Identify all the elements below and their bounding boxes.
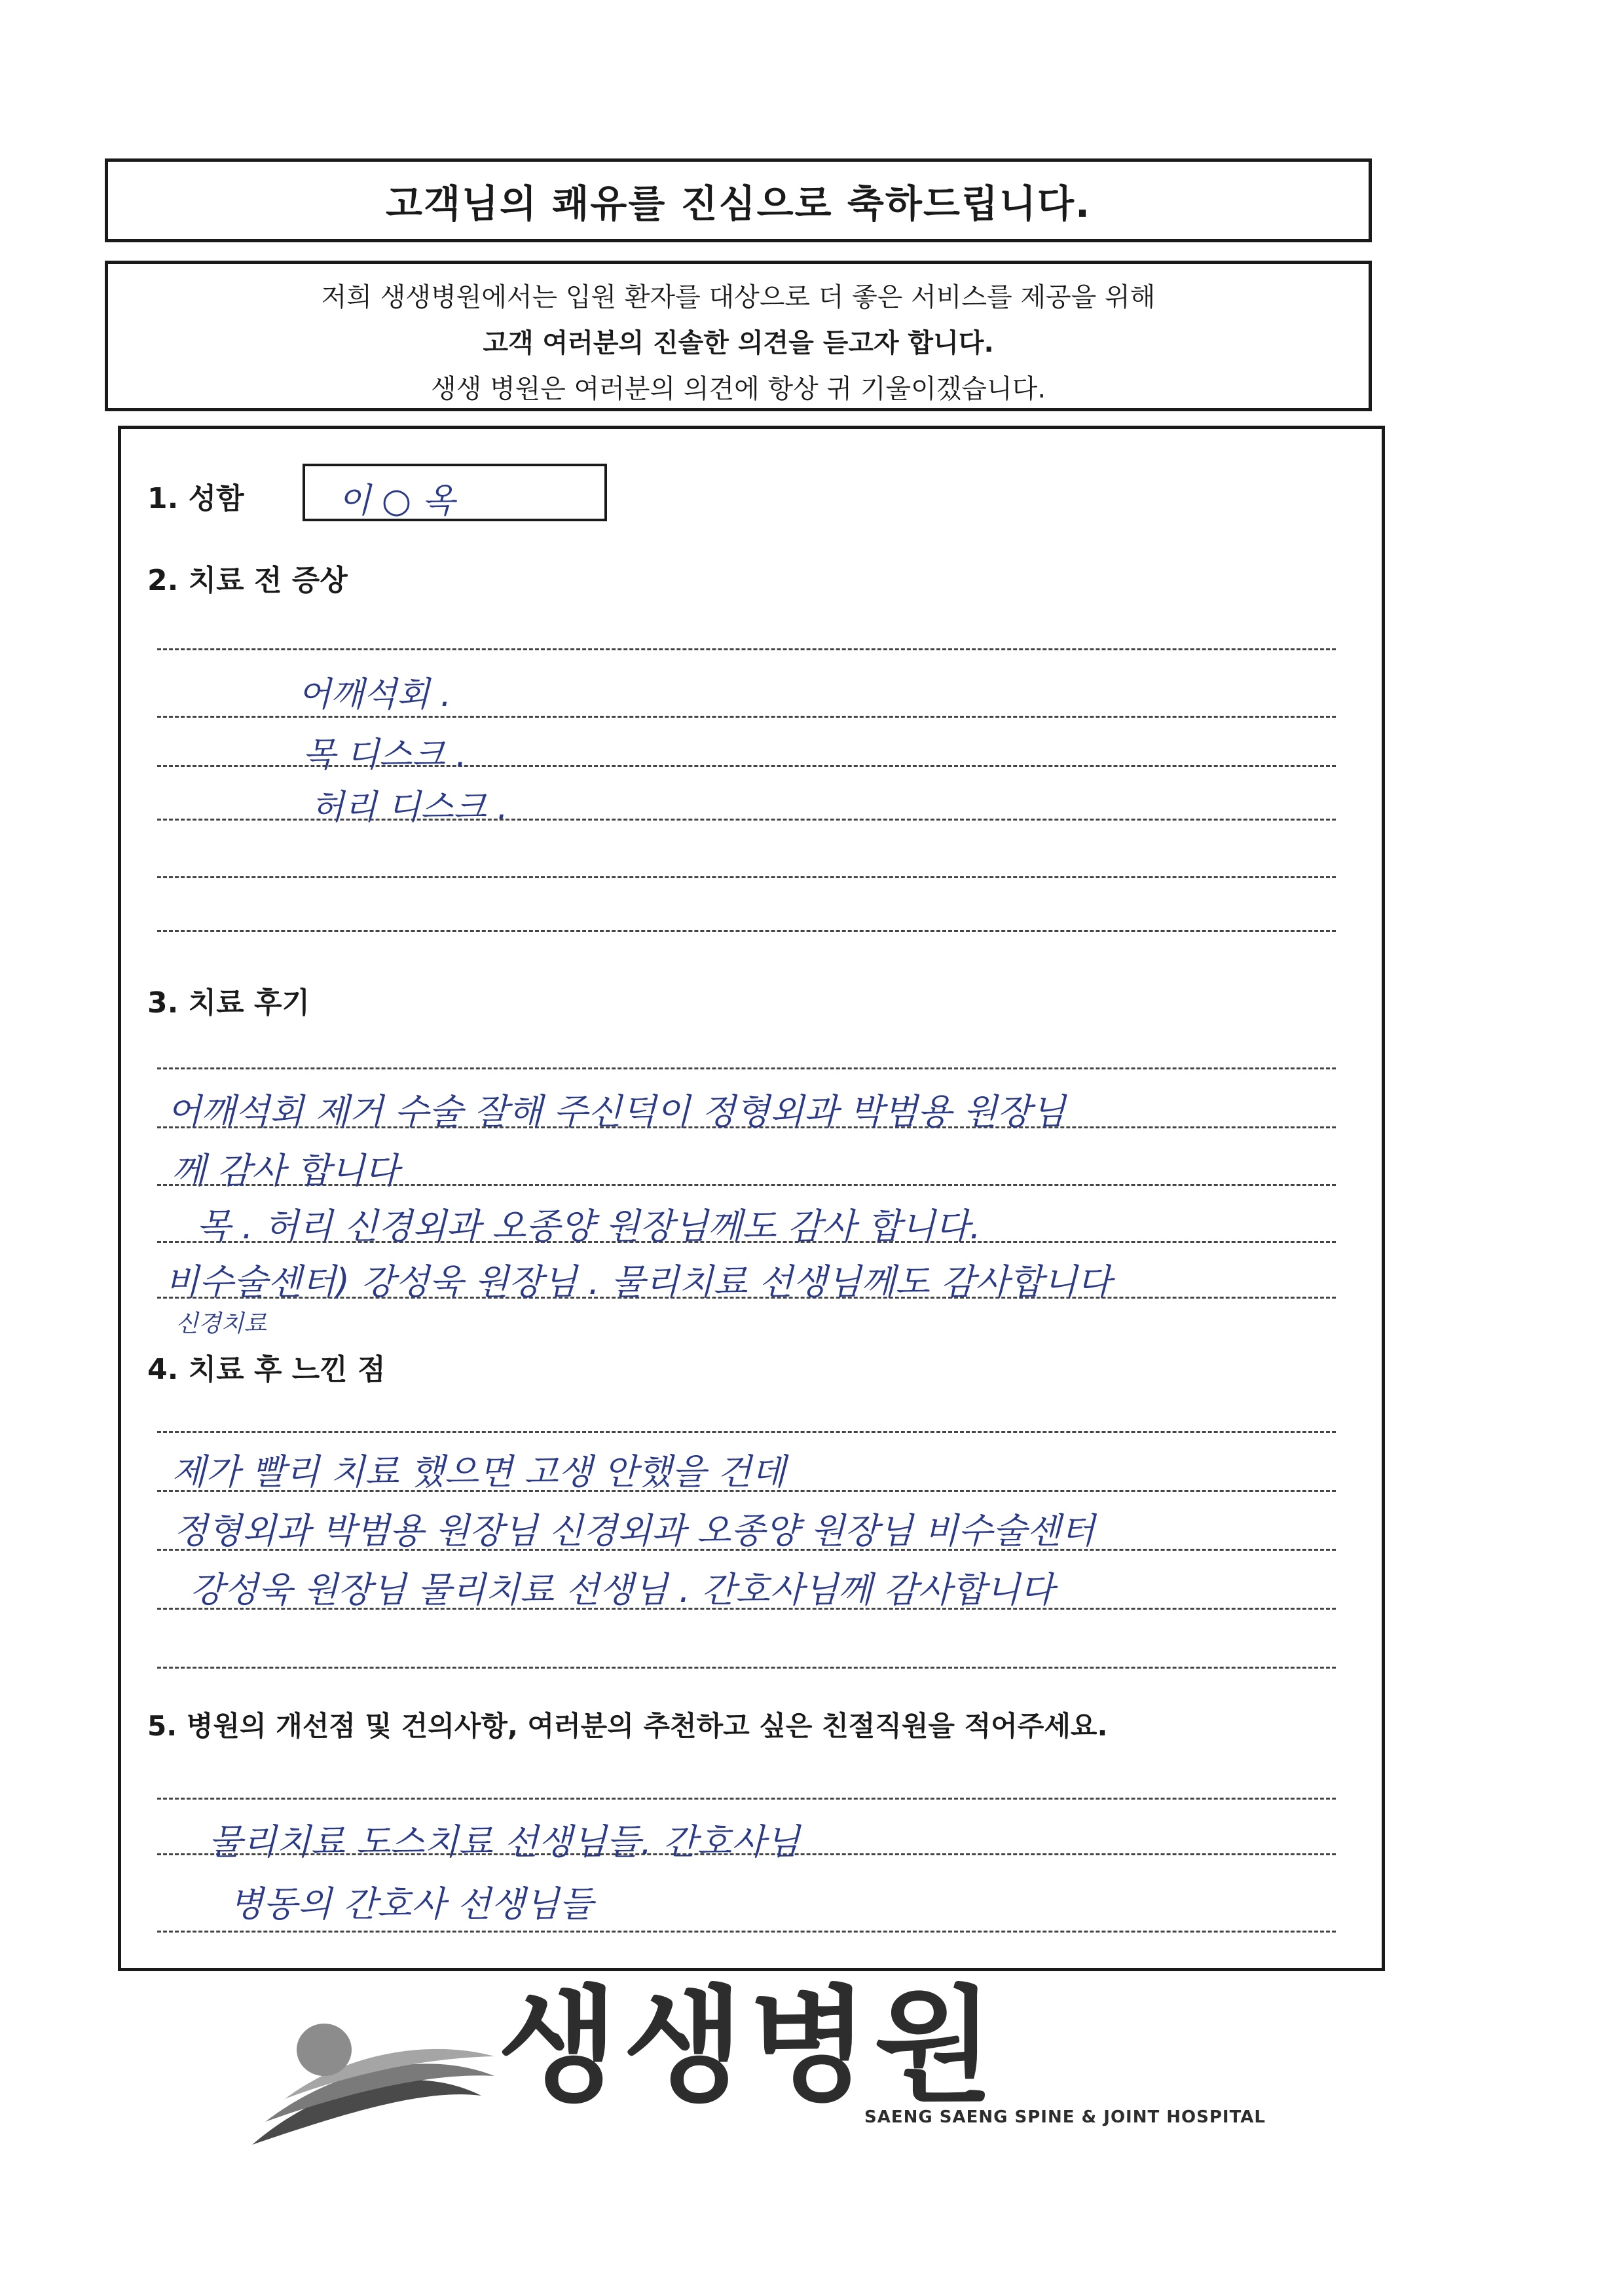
intro-box (105, 261, 1372, 411)
answer-line (157, 930, 1336, 932)
q4-answer-1: 제가 빨리 치료 했으면 고생 안했을 건데 (172, 1451, 786, 1492)
q4-answer-3: 강성욱 원장님 물리치료 선생님 . 간호사님께 감사합니다 (190, 1569, 1054, 1610)
q3-answer-1: 어깨석회 제거 수술 잘해 주신덕이 정형외과 박범용 원장님 (167, 1091, 1066, 1132)
answer-line (157, 1067, 1336, 1069)
intro-line-1: 저희 생생병원에서는 입원 환자를 대상으로 더 좋은 서비스를 제공을 위해 (321, 282, 1156, 312)
page-title: 고객님의 쾌유를 진심으로 축하드립니다. (385, 181, 1092, 226)
title-banner (105, 158, 1372, 242)
name-answer: 이 ○ 옥 (338, 481, 455, 521)
q5-answer-2: 병동의 간호사 선생님들 (229, 1883, 593, 1925)
answer-line (157, 1431, 1336, 1433)
q2-label: 2. 치료 전 증상 (147, 564, 348, 597)
q5-answer-1: 물리치료 도스치료 선생님들. 간호사님 (208, 1821, 800, 1862)
logo-wordmark: 생생병원 (498, 1974, 1000, 2119)
q3-answer-4: 비수술센터) 강성욱 원장님 . 물리치료 선생님께도 감사합니다 (165, 1261, 1112, 1303)
q5-label: 5. 병원의 개선점 및 건의사항, 여러분의 추천하고 싶은 친절직원을 적어주세요. (147, 1710, 1108, 1742)
q3-answer-3: 목 . 허리 신경외과 오종양 원장님께도 감사 합니다. (196, 1206, 981, 1247)
answer-line (157, 1667, 1336, 1669)
name-field[interactable] (303, 464, 607, 521)
q3-label: 3. 치료 후기 (147, 986, 310, 1020)
q2-answer-3: 허리 디스크 . (311, 788, 508, 827)
answer-line (157, 876, 1336, 878)
answer-line (157, 716, 1336, 718)
q3-answer-5: 신경치료 (175, 1310, 267, 1337)
logo-subtitle: SAENG SAENG SPINE & JOINT HOSPITAL (864, 2107, 1266, 2127)
q2-answer-2: 목 디스크 . (303, 735, 467, 775)
q4-answer-2: 정형외과 박범용 원장님 신경외과 오종양 원장님 비수술센터 (174, 1510, 1096, 1551)
answer-line (157, 1931, 1336, 1933)
answer-line (157, 648, 1336, 650)
q2-answer-1: 어깨석회 . (298, 675, 451, 714)
intro-line-2: 고객 여러분의 진솔한 의견을 듣고자 합니다. (483, 328, 994, 358)
q4-label: 4. 치료 후 느낀 점 (147, 1353, 386, 1386)
intro-line-3: 생생 병원은 여러분의 의견에 항상 귀 기울이겠습니다. (430, 374, 1046, 404)
q1-label: 1. 성함 (147, 482, 244, 515)
answer-line (157, 1798, 1336, 1800)
q3-answer-2: 께 감사 합니다 (172, 1150, 399, 1191)
